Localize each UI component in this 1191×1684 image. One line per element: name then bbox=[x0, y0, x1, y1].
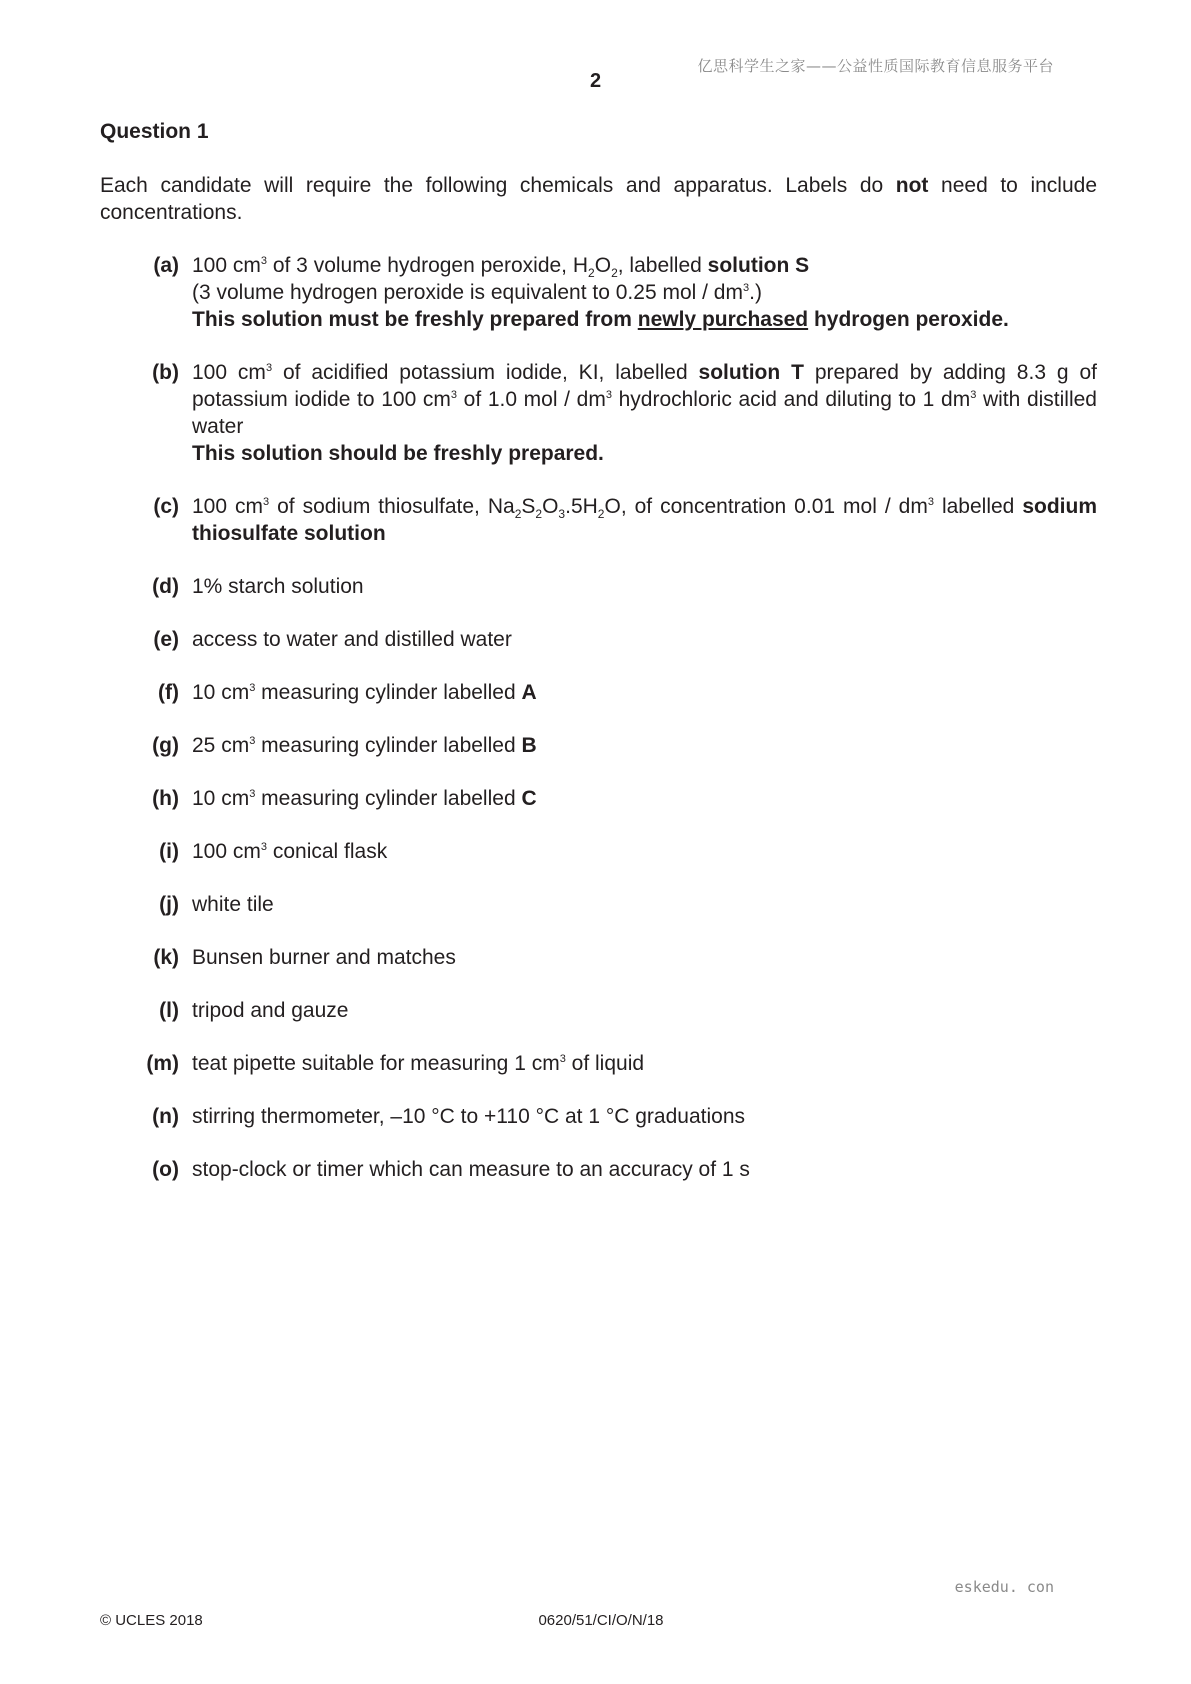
list-item-d bbox=[100, 573, 1097, 600]
question-intro bbox=[100, 172, 1097, 226]
item-note: This solution should be freshly prepared. bbox=[192, 442, 604, 465]
item-body bbox=[192, 997, 1097, 1024]
item-text: 100 cm bbox=[192, 840, 261, 863]
item-text: (3 volume hydrogen peroxide is equivalent to 0.25 mol / dm bbox=[192, 281, 743, 304]
item-letter: (i) bbox=[159, 840, 179, 863]
item-text: measuring cylinder labelled bbox=[255, 787, 522, 810]
item-text: S bbox=[521, 495, 536, 518]
item-letter: (g) bbox=[152, 734, 179, 757]
intro-text-end: need to include concentrations. bbox=[100, 174, 1097, 224]
superscript: 3 bbox=[970, 389, 977, 401]
item-text: O bbox=[594, 254, 612, 277]
item-label: solution S bbox=[707, 254, 810, 277]
list-item-g bbox=[100, 732, 1097, 759]
item-body bbox=[192, 626, 1097, 653]
subscript: 2 bbox=[535, 507, 543, 521]
subscript: 2 bbox=[611, 266, 618, 280]
item-text: .) bbox=[749, 281, 762, 304]
item-body bbox=[192, 732, 1097, 759]
superscript: 3 bbox=[927, 496, 934, 508]
item-letter: (k) bbox=[153, 946, 179, 969]
item-letter: (b) bbox=[152, 361, 179, 384]
item-text: 100 cm bbox=[192, 254, 261, 277]
item-note: hydrogen peroxide. bbox=[808, 308, 1009, 331]
item-label: solution T bbox=[698, 361, 804, 384]
item-letter: (d) bbox=[152, 575, 179, 598]
list-item-h bbox=[100, 785, 1097, 812]
item-letter: (h) bbox=[152, 787, 179, 810]
item-label: A bbox=[521, 681, 537, 704]
item-text: stirring thermometer, –10 °C to +110 °C at 1 °C graduations bbox=[192, 1105, 745, 1128]
list-item-f bbox=[100, 679, 1097, 706]
list-item-b bbox=[100, 359, 1097, 467]
subscript: 2 bbox=[514, 507, 522, 521]
item-body bbox=[192, 838, 1097, 865]
item-letter: (j) bbox=[159, 893, 179, 916]
item-text: Bunsen burner and matches bbox=[192, 946, 456, 969]
item-body bbox=[192, 1050, 1097, 1077]
superscript: 3 bbox=[249, 735, 256, 747]
item-a-line-3 bbox=[192, 306, 1097, 333]
list-item-k bbox=[100, 944, 1097, 971]
item-text: of liquid bbox=[565, 1052, 645, 1075]
superscript: 3 bbox=[605, 389, 612, 401]
item-text: measuring cylinder labelled bbox=[255, 734, 522, 757]
item-note-underlined: newly purchased bbox=[637, 308, 809, 331]
subscript: 2 bbox=[597, 507, 605, 521]
item-text: 100 cm bbox=[192, 361, 266, 384]
item-b-note bbox=[192, 440, 1097, 467]
item-letter: (n) bbox=[152, 1105, 179, 1128]
superscript: 3 bbox=[263, 496, 270, 508]
header-watermark: 亿思科学生之家——公益性质国际教育信息服务平台 bbox=[697, 57, 1054, 75]
item-label: B bbox=[521, 734, 537, 757]
item-text: of sodium thiosulfate, Na bbox=[269, 495, 515, 518]
item-letter: (o) bbox=[152, 1158, 179, 1181]
item-text: tripod and gauze bbox=[192, 999, 349, 1022]
item-text: measuring cylinder labelled bbox=[255, 681, 522, 704]
item-c-paragraph bbox=[192, 493, 1097, 547]
item-body bbox=[192, 679, 1097, 706]
item-text: hydrochloric acid and diluting to 1 dm bbox=[611, 388, 971, 411]
item-note: This solution must be freshly prepared from bbox=[192, 308, 638, 331]
item-body bbox=[192, 252, 1097, 333]
list-item-e bbox=[100, 626, 1097, 653]
list-item-n bbox=[100, 1103, 1097, 1130]
item-letter: (m) bbox=[146, 1052, 179, 1075]
superscript: 3 bbox=[742, 282, 750, 294]
requirements-list bbox=[100, 252, 1097, 1209]
superscript: 3 bbox=[260, 255, 267, 267]
subscript: 2 bbox=[588, 266, 595, 280]
superscript: 3 bbox=[265, 362, 273, 374]
item-body bbox=[192, 573, 1097, 600]
item-text: O, of concentration 0.01 mol / dm bbox=[604, 495, 928, 518]
item-text: labelled bbox=[933, 495, 1023, 518]
footer-watermark: eskedu. con bbox=[954, 1578, 1054, 1596]
item-text: white tile bbox=[192, 893, 274, 916]
list-item-j bbox=[100, 891, 1097, 918]
list-item-a bbox=[100, 252, 1097, 333]
item-label: C bbox=[521, 787, 537, 810]
item-body bbox=[192, 944, 1097, 971]
item-text: 10 cm bbox=[192, 787, 250, 810]
item-a-line-2 bbox=[192, 279, 1097, 306]
item-text: teat pipette suitable for measuring 1 cm bbox=[192, 1052, 560, 1075]
intro-emphasis-not: not bbox=[895, 174, 929, 197]
item-b-paragraph bbox=[192, 359, 1097, 440]
item-text: 10 cm bbox=[192, 681, 250, 704]
item-text: of 1.0 mol / dm bbox=[457, 388, 606, 411]
item-letter: (c) bbox=[153, 495, 179, 518]
item-text: 100 cm bbox=[192, 495, 264, 518]
item-text: , labelled bbox=[617, 254, 708, 277]
list-item-l bbox=[100, 997, 1097, 1024]
superscript: 3 bbox=[559, 1053, 566, 1065]
footer-copyright: © UCLES 2018 bbox=[100, 1612, 203, 1629]
item-text: of acidified potassium iodide, KI, labelled bbox=[272, 361, 699, 384]
superscript: 3 bbox=[450, 389, 458, 401]
item-text: .5H bbox=[565, 495, 598, 518]
footer-paper-code: 0620/51/CI/O/N/18 bbox=[538, 1612, 664, 1629]
superscript: 3 bbox=[249, 788, 256, 800]
superscript: 3 bbox=[260, 841, 267, 853]
item-text: 25 cm bbox=[192, 734, 250, 757]
item-text: of 3 volume hydrogen peroxide, H bbox=[267, 254, 589, 277]
list-item-c bbox=[100, 493, 1097, 547]
item-body bbox=[192, 785, 1097, 812]
page-number: 2 bbox=[589, 70, 602, 92]
item-text: with distilled water bbox=[192, 388, 1097, 438]
item-body bbox=[192, 1156, 1097, 1183]
list-item-i bbox=[100, 838, 1097, 865]
item-body bbox=[192, 1103, 1097, 1130]
item-letter: (a) bbox=[153, 254, 179, 277]
intro-text-start: Each candidate will require the following chemicals and apparatus. Labels do bbox=[100, 174, 896, 197]
list-item-o bbox=[100, 1156, 1097, 1183]
item-body bbox=[192, 891, 1097, 918]
item-text: prepared by adding 8.3 g of potassium iodide to 100 cm bbox=[192, 361, 1097, 411]
superscript: 3 bbox=[249, 682, 256, 694]
item-text: stop-clock or timer which can measure to an accuracy of 1 s bbox=[192, 1158, 750, 1181]
item-letter: (l) bbox=[159, 999, 179, 1022]
list-item-m bbox=[100, 1050, 1097, 1077]
item-body bbox=[192, 493, 1097, 547]
subscript: 3 bbox=[558, 507, 566, 521]
item-letter: (f) bbox=[158, 681, 179, 704]
item-a-line-1 bbox=[192, 252, 1097, 279]
item-label: sodium thiosulfate solution bbox=[192, 495, 1097, 545]
question-title: Question 1 bbox=[100, 120, 209, 143]
item-letter: (e) bbox=[153, 628, 179, 651]
item-text: access to water and distilled water bbox=[192, 628, 512, 651]
item-text: O bbox=[542, 495, 559, 518]
item-text: conical flask bbox=[267, 840, 388, 863]
item-body bbox=[192, 359, 1097, 467]
item-text: 1% starch solution bbox=[192, 575, 364, 598]
